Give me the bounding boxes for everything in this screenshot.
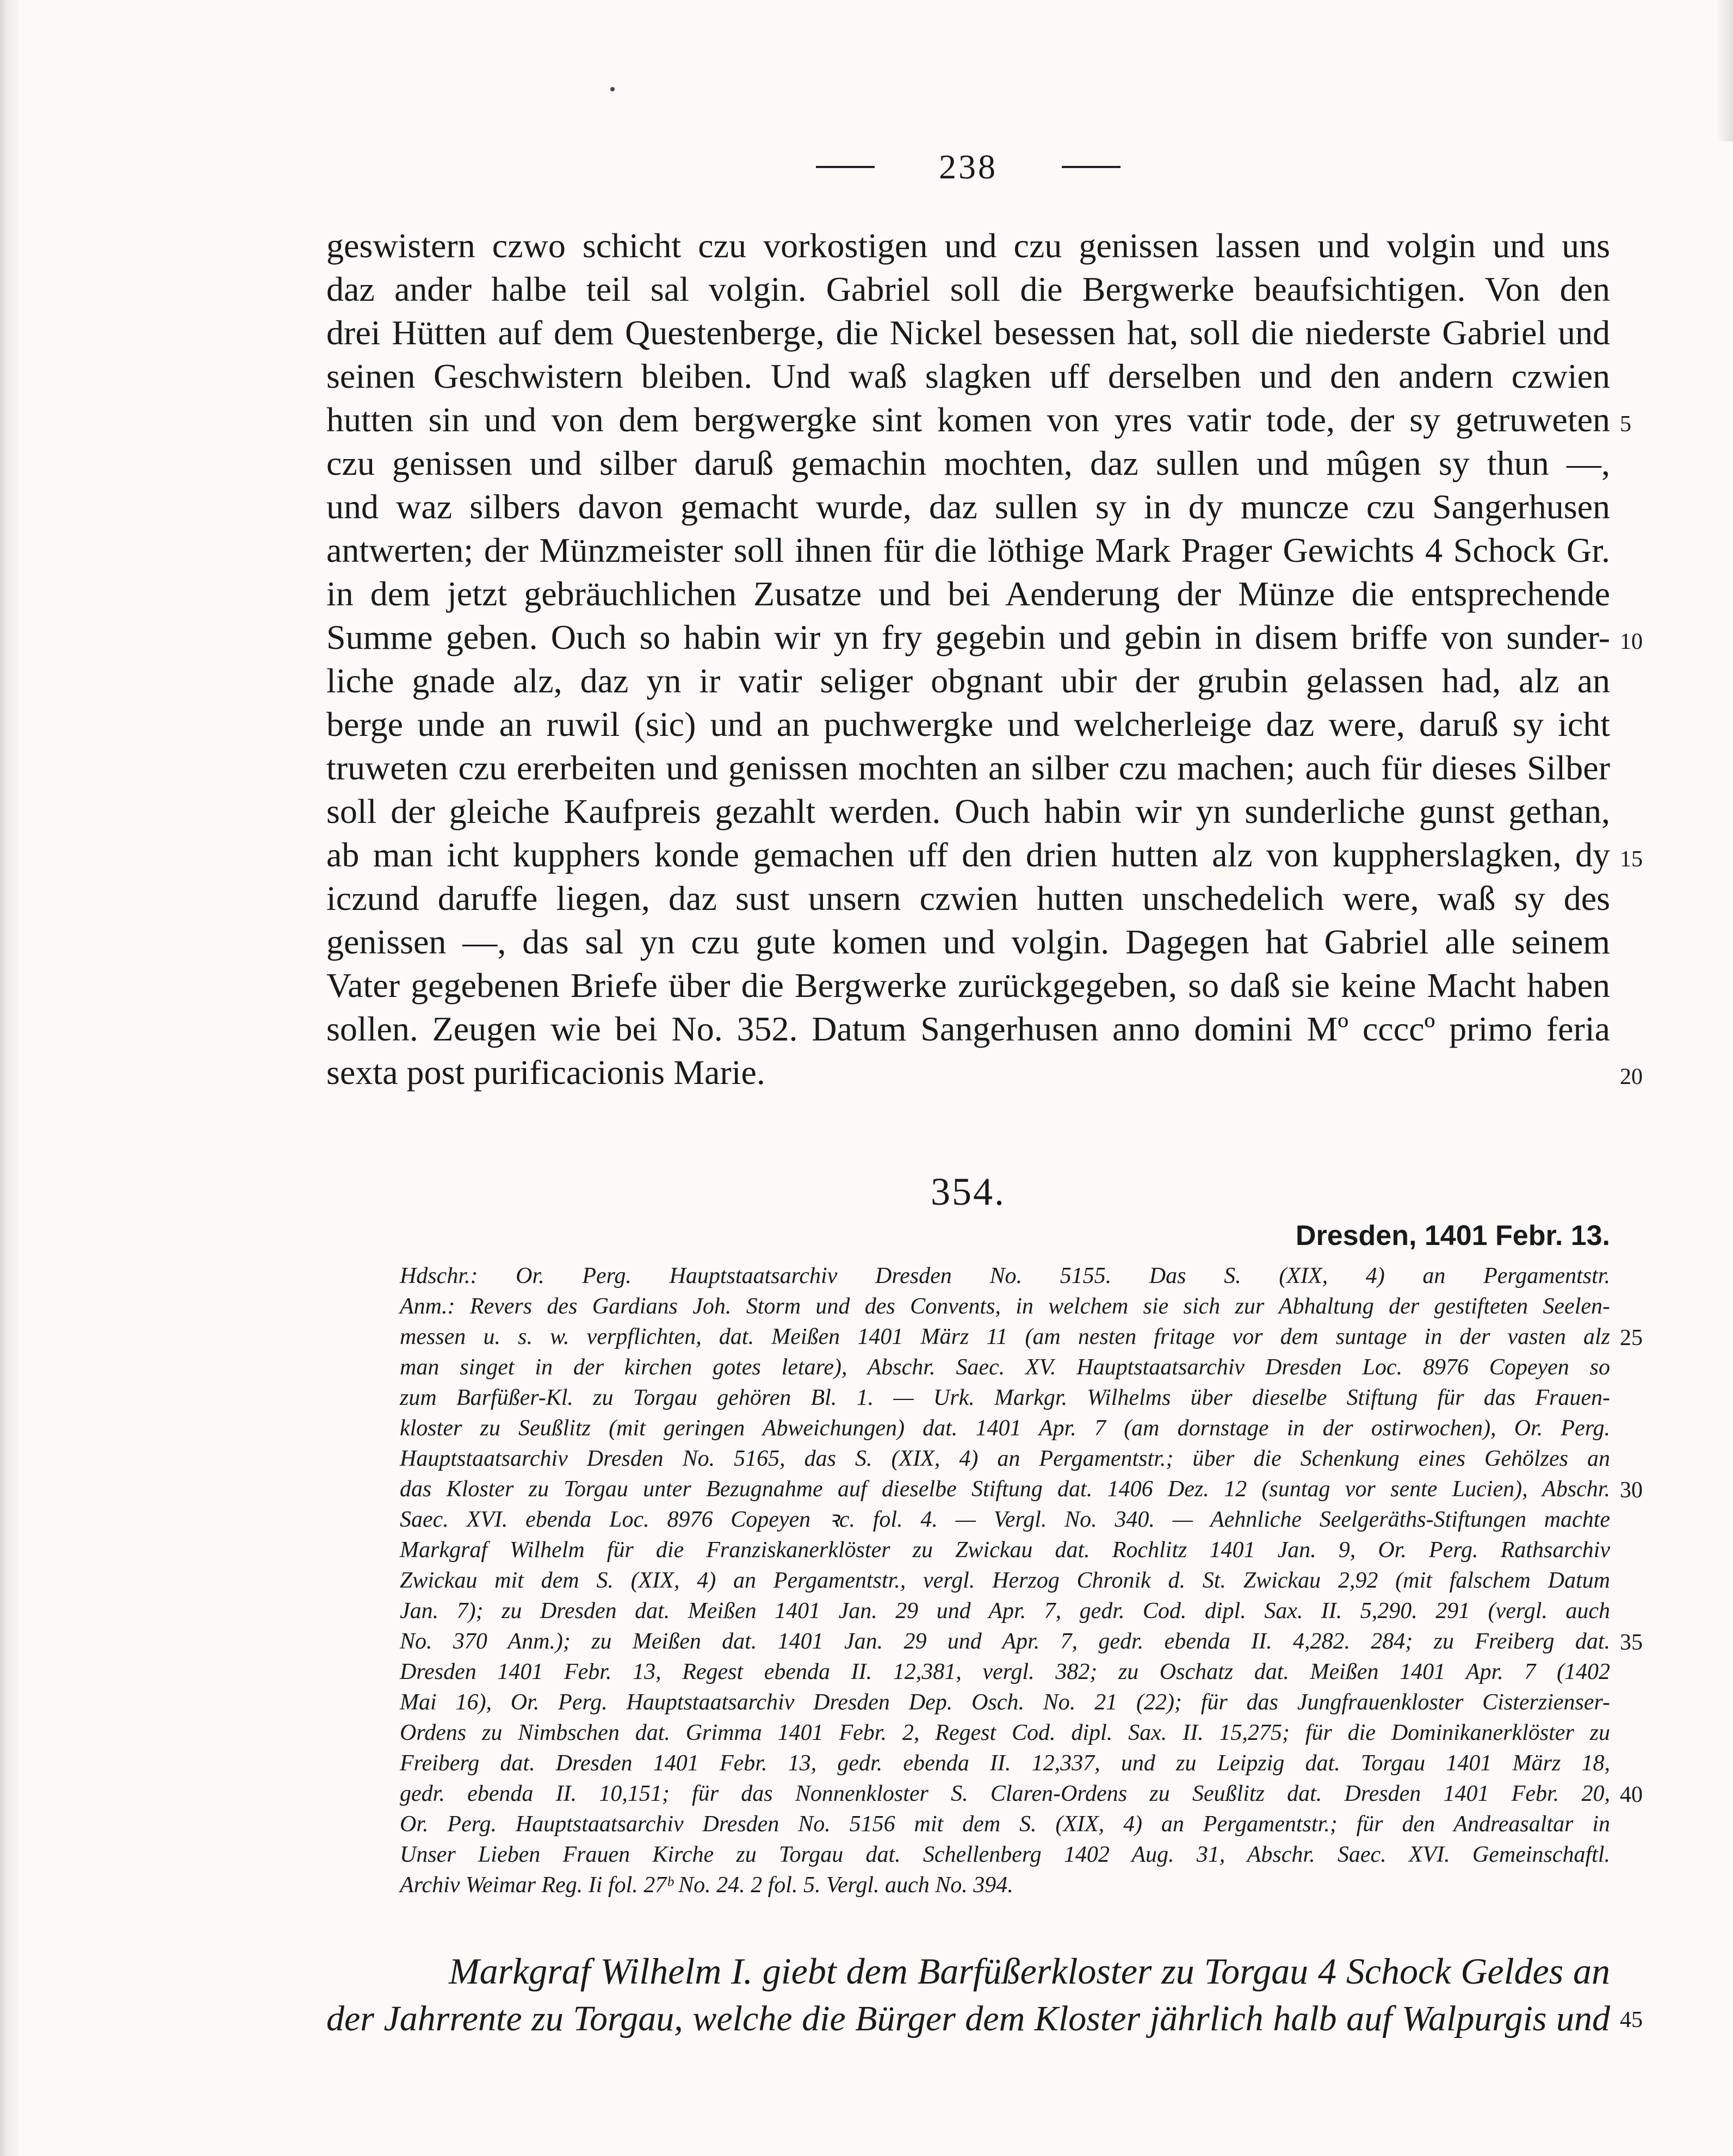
scan-binding-edge (0, 0, 22, 2156)
note-line: gedr. ebenda II. 10,151; für das Nonnenkloster S. Claren-Ordens zu Seußlitz dat. Dresden 1401 Febr. 20, (400, 1781, 1610, 1806)
note-line: Zwickau mit dem S. (XIX, 4) an Pergamentstr., vergl. Herzog Chronik d. St. Zwickau 2,92 (mit falschem Datum (400, 1568, 1610, 1593)
body-line: hutten sin und von dem bergwergke sint komen von yres vatir tode, der sy getruweten (326, 400, 1610, 439)
line-number: 25 (1620, 1325, 1643, 1350)
body-line: in dem jetzt gebräuchlichen Zusatze und bei Aenderung der Münze die entsprechende (326, 574, 1610, 613)
body-line: czu genissen und silber daruß gemachin mochten, daz sullen und mûgen sy thun —, (326, 444, 1610, 482)
scan-speck (610, 87, 615, 91)
body-line: genissen —, das sal yn czu gute komen und volgin. Dagegen hat Gabriel alle seinem (326, 922, 1610, 961)
note-line: Archiv Weimar Reg. Ii fol. 27ᵇ No. 24. 2 fol. 5. Vergl. auch No. 394. (400, 1873, 1013, 1898)
note-line: Or. Perg. Hauptstaatsarchiv Dresden No. 5156 mit dem S. (XIX, 4) an Pergamentstr.; für den Andreasaltar in (400, 1812, 1610, 1837)
body-line: soll der gleiche Kaufpreis gezahlt werden. Ouch habin wir yn sunderliche gunst gethan, (326, 792, 1610, 831)
line-number: 30 (1620, 1478, 1643, 1503)
note-line: messen u. s. w. verpflichten, dat. Meißen 1401 März 11 (am nesten fritage vor dem suntage in der vasten alz (400, 1324, 1610, 1349)
note-line: Saec. XVI. ebenda Loc. 8976 Copeyen ꝛc. fol. 4. — Vergl. No. 340. — Aehnliche Seelgeräths-Stiftungen machte (400, 1507, 1610, 1532)
document-number: 354. (931, 1170, 1006, 1213)
body-line: Summe geben. Ouch so habin wir yn fry gegebin und gebin in disem briffe von sunder- (326, 618, 1610, 656)
body-line: daz ander halbe teil sal volgin. Gabriel soll die Bergwerke beaufsichtigen. Von den (326, 270, 1610, 308)
note-line: Dresden 1401 Febr. 13, Regest ebenda II. 12,381, vergl. 382; zu Oschatz dat. Meißen 1401 Apr. 7 (1402 (400, 1659, 1610, 1684)
header-rule-left (816, 166, 875, 168)
note-line: zum Barfüßer-Kl. zu Torgau gehören Bl. 1. — Urk. Markgr. Wilhelms über dieselbe Stiftung für das Frauen- (400, 1385, 1610, 1410)
body-line: liche gnade alz, daz yn ir vatir seliger obgnant ubir der grubin gelassen had, alz an (326, 661, 1610, 700)
body-line: truweten czu ererbeiten und genissen mochten an silber czu machen; auch für dieses Silber (326, 748, 1610, 787)
line-number: 45 (1620, 2008, 1643, 2033)
body-line: berge unde an ruwil (sic) und an puchwergke und welcherleige daz were, daruß sy icht (326, 705, 1610, 744)
body-line: und waz silbers davon gemacht wurde, daz sullen sy in dy muncze czu Sangerhusen (326, 487, 1610, 526)
place-date: Dresden, 1401 Febr. 13. (1295, 1220, 1610, 1252)
note-line: Hauptstaatsarchiv Dresden No. 5165, das S. (XIX, 4) an Pergamentstr.; über die Schenkung eines Gehölzes an (400, 1446, 1610, 1471)
body-line: geswistern czwo schicht czu vorkostigen und czu genissen lassen und volgin und uns (326, 226, 1610, 265)
body-line: Vater gegebenen Briefe über die Bergwerke zurückgegeben, so daß sie keine Macht haben (326, 966, 1610, 1005)
note-line: kloster zu Seußlitz (mit geringen Abweichungen) dat. 1401 Apr. 7 (am dornstage in der ostirwochen), Or. Perg. (400, 1416, 1610, 1441)
note-line: Freiberg dat. Dresden 1401 Febr. 13, gedr. ebenda II. 12,337, und zu Leipzig dat. Torgau 1401 März 18, (400, 1751, 1610, 1776)
note-line: Ordens zu Nimbschen dat. Grimma 1401 Febr. 2, Regest Cod. dipl. Sax. II. 15,275; für die Dominikanerklöster zu (400, 1720, 1610, 1745)
body-line: ab man icht kupphers konde gemachen uff den drien hutten alz von kuppherslagken, dy (326, 835, 1610, 874)
summary-line: Markgraf Wilhelm I. giebt dem Barfüßerkloster zu Torgau 4 Schock Geldes an (449, 1950, 1610, 1992)
summary-line: der Jahrrente zu Torgau, welche die Bürger dem Kloster jährlich halb auf Walpurgis und (326, 1999, 1610, 2039)
page-header (816, 147, 1121, 187)
body-line: drei Hütten auf dem Questenberge, die Nickel besessen hat, soll die niederste Gabriel und (326, 313, 1610, 352)
note-line: No. 370 Anm.); zu Meißen dat. 1401 Jan. 29 und Apr. 7, gedr. ebenda II. 4,282. 284; zu Freiberg dat. (400, 1629, 1610, 1654)
line-number: 10 (1620, 629, 1643, 654)
header-rule-right (1062, 166, 1121, 168)
body-line: sollen. Zeugen wie bei No. 352. Datum Sangerhusen anno domini Mº ccccº primo feria (326, 1009, 1610, 1048)
note-line: Jan. 7); zu Dresden dat. Meißen 1401 Jan. 29 und Apr. 7, gedr. Cod. dipl. Sax. II. 5,290. 291 (vergl. auch (400, 1599, 1610, 1624)
note-line: Markgraf Wilhelm für die Franziskanerklöster zu Zwickau dat. Rochlitz 1401 Jan. 9, Or. Perg. Rathsarchiv (400, 1538, 1610, 1563)
line-number: 40 (1620, 1782, 1643, 1807)
line-number: 20 (1620, 1064, 1643, 1089)
line-number: 15 (1620, 847, 1643, 872)
note-line: das Kloster zu Torgau unter Bezugnahme auf dieselbe Stiftung dat. 1406 Dez. 12 (suntag vor sente Lucien), Abschr. (400, 1477, 1610, 1502)
page-number: 238 (939, 147, 998, 186)
note-line: Anm.: Revers des Gardians Joh. Storm und des Convents, in welchem sie sich zur Abhaltung der gestifteten Seelen- (400, 1294, 1610, 1319)
note-line: Mai 16), Or. Perg. Hauptstaatsarchiv Dresden Dep. Osch. No. 21 (22); für das Jungfrauenkloster Cisterzienser- (400, 1690, 1610, 1715)
note-line: man singet in der kirchen gotes letare), Abschr. Saec. XV. Hauptstaatsarchiv Dresden Loc. 8976 Copeyen so (400, 1355, 1610, 1380)
note-line: Unser Lieben Frauen Kirche zu Torgau dat. Schellenberg 1402 Aug. 31, Abschr. Saec. XVI. Gemeinschaftl. (400, 1842, 1610, 1867)
body-line: seinen Geschwistern bleiben. Und waß slagken uff derselben und den andern czwien (326, 357, 1610, 395)
body-line: iczund daruffe liegen, daz sust unsern czwien hutten unschedelich were, waß sy des (326, 879, 1610, 918)
body-line: sexta post purificacionis Marie. (326, 1053, 765, 1092)
scan-corner-shadow (1717, 0, 1733, 141)
line-number: 5 (1620, 412, 1631, 437)
line-number: 35 (1620, 1630, 1643, 1655)
note-line: Hdschr.: Or. Perg. Hauptstaatsarchiv Dresden No. 5155. Das S. (XIX, 4) an Pergamentstr. (400, 1263, 1610, 1288)
body-line: antwerten; der Münzmeister soll ihnen für die löthige Mark Prager Gewichts 4 Schock Gr. (326, 531, 1610, 569)
